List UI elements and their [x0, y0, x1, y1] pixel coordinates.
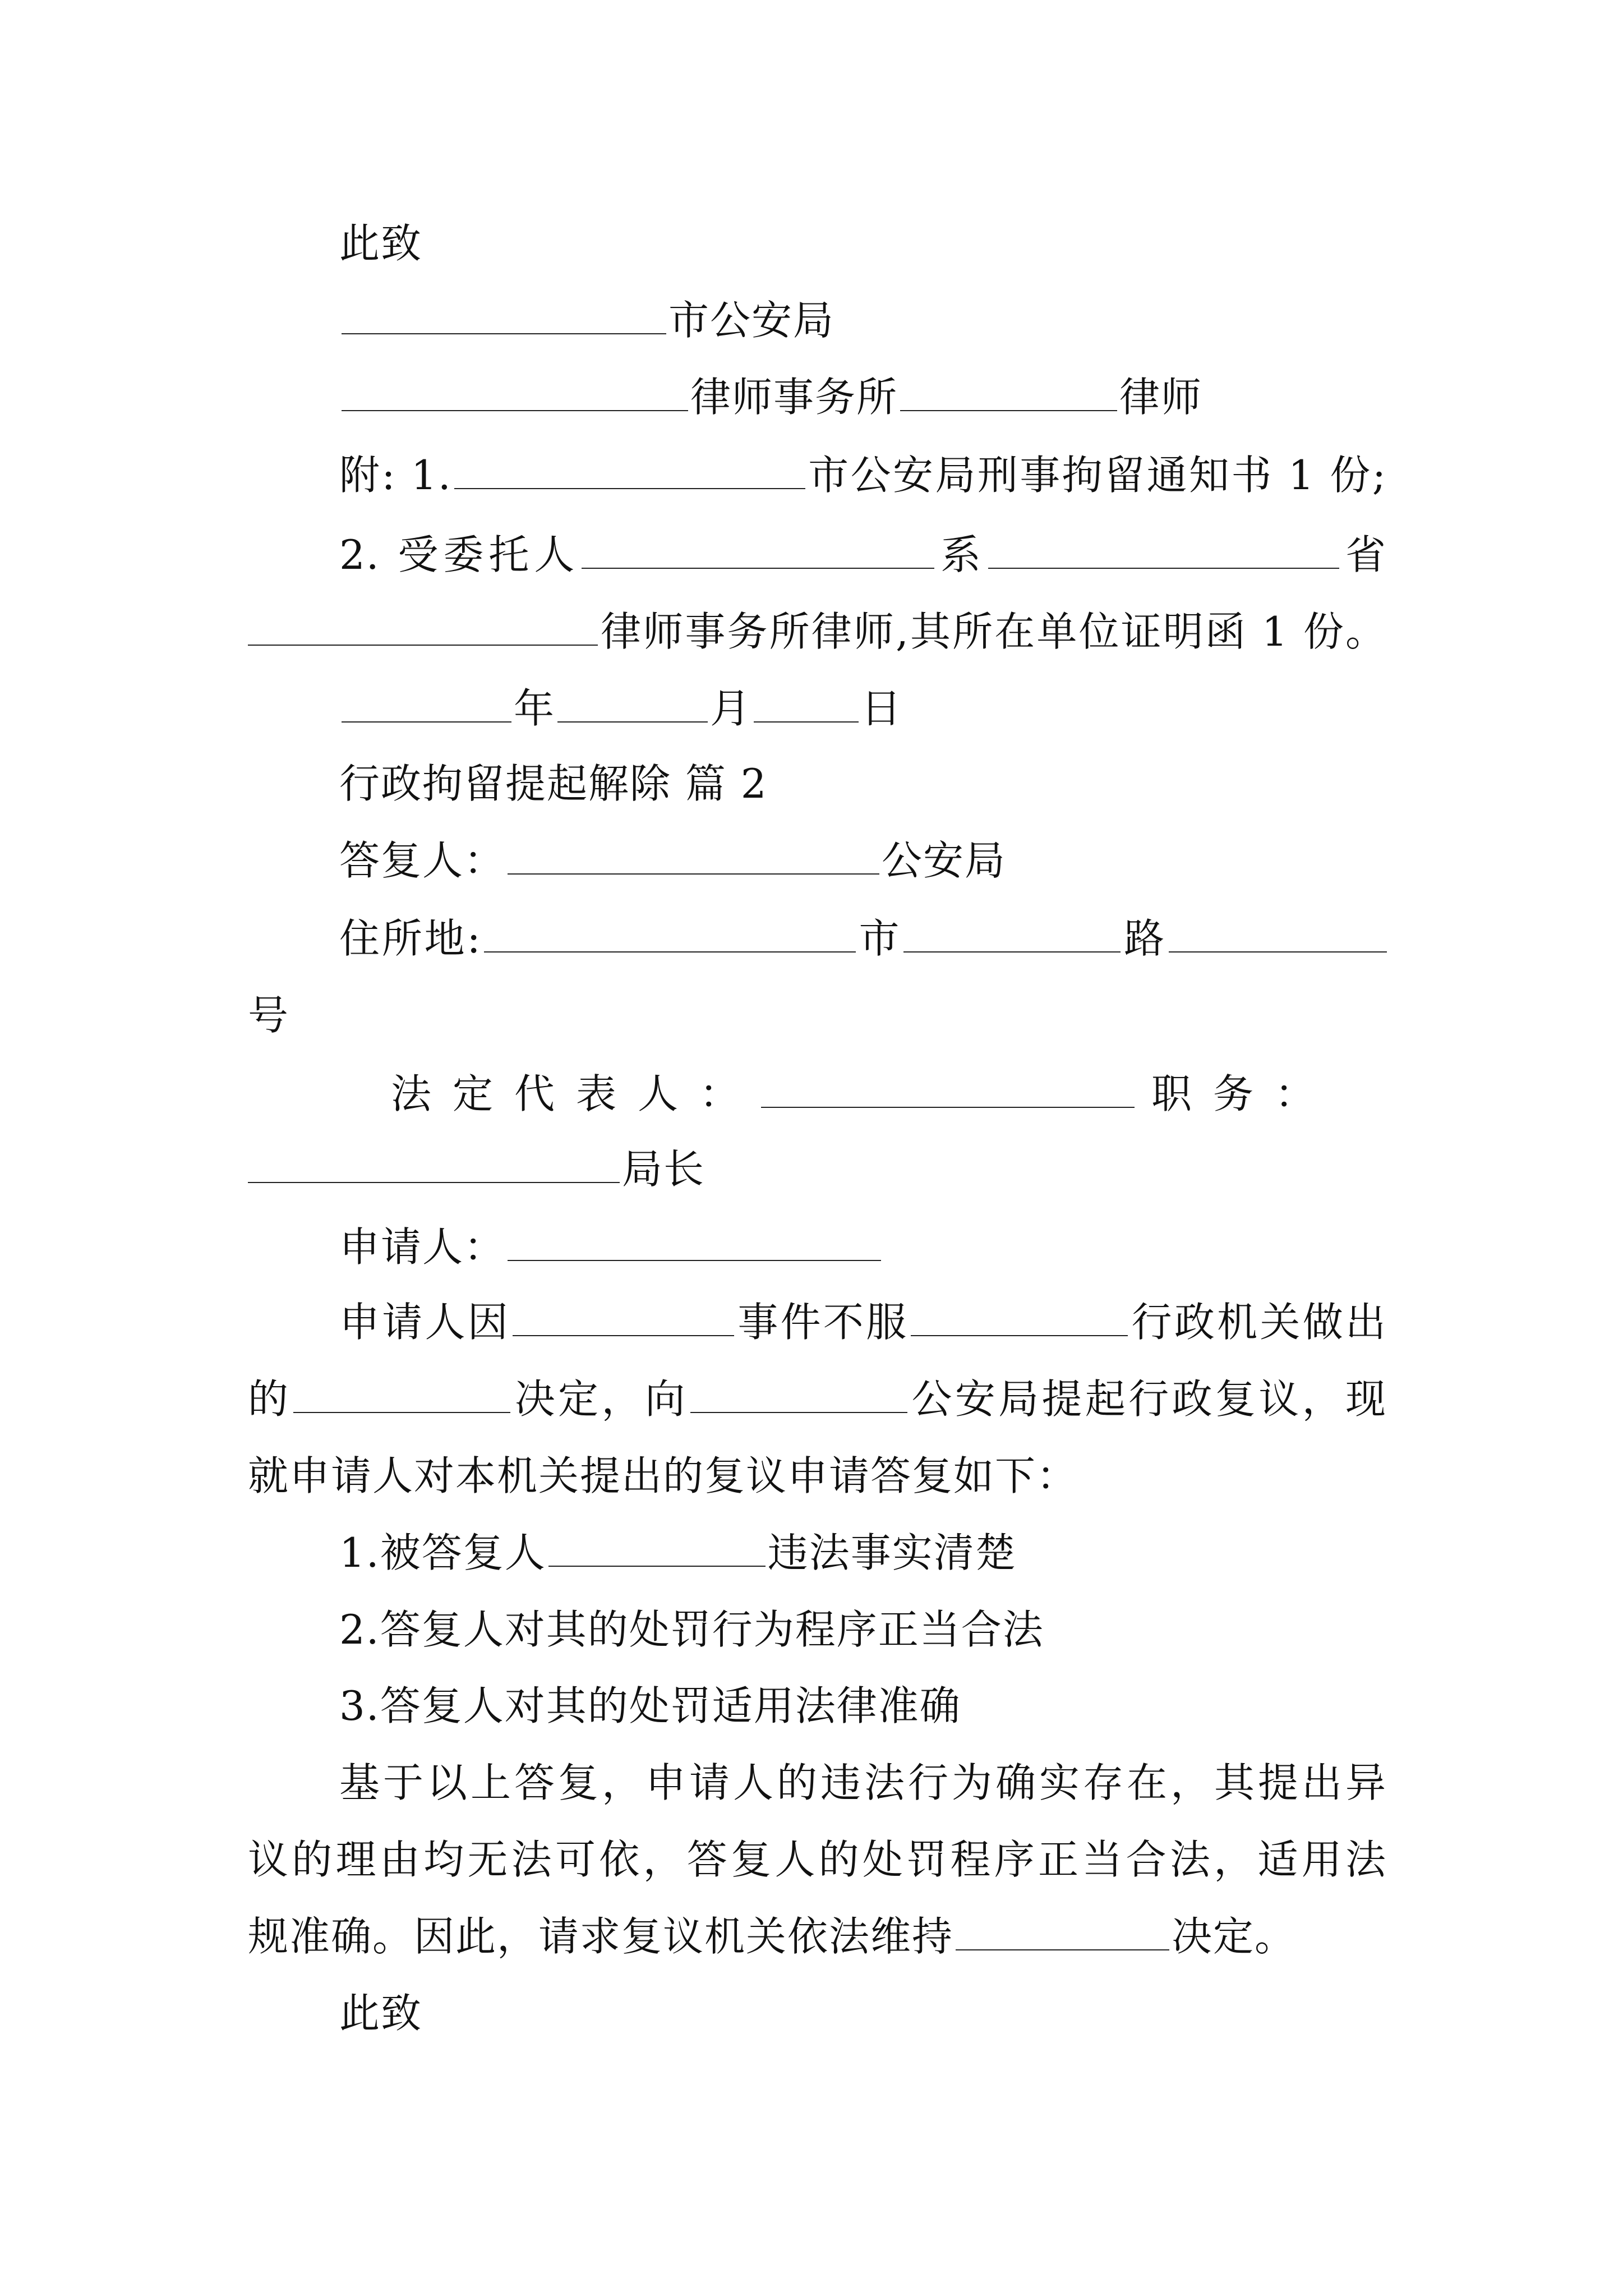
- text: 行政机关做出: [1130, 1299, 1387, 1346]
- blank-field: [1169, 947, 1387, 953]
- reply-item-3: [339, 1678, 961, 1734]
- text: 省: [1341, 531, 1387, 578]
- address-line-cont: [248, 987, 289, 1043]
- text: 违法事实清楚: [767, 1529, 1017, 1576]
- text: 法定代表人：: [391, 1070, 762, 1117]
- text: 行政拘留提起解除 篇 2: [339, 760, 768, 807]
- text: 答复人：: [339, 837, 506, 884]
- blank-field: [761, 1102, 1135, 1108]
- blank-field: [900, 406, 1117, 411]
- legal-rep-line: [391, 1066, 1387, 1122]
- date-line: [339, 680, 902, 737]
- text: 申请人因: [339, 1299, 511, 1346]
- attachment-1: [339, 447, 1387, 503]
- text: 公安局提起行政复议，现: [910, 1375, 1387, 1423]
- blank-field: [484, 947, 856, 953]
- text: 律师事务所: [690, 374, 898, 421]
- blank-field: [754, 717, 859, 723]
- blank-field: [548, 1561, 766, 1567]
- text: 职务：: [1151, 1070, 1337, 1117]
- reply-item-1: [339, 1525, 1017, 1581]
- blank-field: [582, 563, 934, 569]
- blank-field: [508, 1255, 881, 1261]
- text: 议的理由均无法可依，答复人的处罚程序正当合法，适用法: [248, 1836, 1387, 1883]
- conclusion-paragraph-cont: [248, 1832, 1387, 1888]
- blank-field: [248, 640, 598, 646]
- applicant-line: [339, 1219, 883, 1275]
- text: 申请人：: [339, 1223, 506, 1271]
- text: 公安局: [882, 837, 1007, 884]
- text: 事件不服: [736, 1299, 909, 1346]
- reply-item-2: [339, 1602, 1044, 1658]
- blank-field: [513, 1331, 734, 1336]
- text: 系: [937, 531, 986, 578]
- respondent-line: [339, 832, 1006, 889]
- text: 2. 受委托人: [339, 531, 580, 578]
- body-paragraph-1-end: [248, 1448, 1078, 1504]
- address-line: [339, 910, 1387, 967]
- text: 市: [857, 915, 902, 962]
- body-paragraph-1-cont: [248, 1371, 1387, 1427]
- text: 日: [861, 685, 903, 732]
- text: 的: [248, 1375, 292, 1423]
- blank-field: [342, 329, 666, 334]
- text: 局长: [622, 1145, 706, 1193]
- blank-field: [508, 869, 879, 875]
- text: 此致: [339, 220, 423, 267]
- blank-field: [557, 717, 708, 723]
- text: 市公安局刑事拘留通知书 1 份;: [807, 452, 1387, 499]
- blank-field: [988, 563, 1339, 569]
- closing-salutation: [339, 215, 422, 272]
- text: 规准确。因此，请求复议机关依法维持: [248, 1913, 954, 1960]
- text: 决定。: [1172, 1913, 1297, 1960]
- blank-field: [903, 947, 1121, 953]
- conclusion-paragraph-end: [248, 1908, 1296, 1964]
- text: 附: 1.: [339, 452, 452, 499]
- text: 号: [248, 992, 290, 1039]
- text: 律师事务所律师,其所在单位证明函 1 份。: [600, 608, 1387, 655]
- blank-field: [956, 1945, 1169, 1950]
- text: 市公安局: [668, 297, 835, 344]
- text: 基于以上答复，申请人的违法行为确实存在，其提出异: [339, 1759, 1387, 1806]
- body-paragraph-1: [339, 1294, 1387, 1350]
- text: 年: [514, 685, 556, 732]
- text: 决定，向: [513, 1375, 689, 1423]
- blank-field: [342, 406, 688, 411]
- section-heading: [339, 756, 768, 812]
- attachment-2-cont: [248, 604, 1387, 660]
- recipient-line: [339, 292, 834, 348]
- blank-field: [911, 1331, 1128, 1336]
- text: 路: [1123, 915, 1166, 962]
- blank-field: [293, 1407, 510, 1413]
- text: 1.被答复人: [339, 1529, 546, 1576]
- text: 律师: [1119, 374, 1203, 421]
- closing-salutation-2: [339, 1985, 422, 2041]
- text: 月: [710, 685, 752, 732]
- attachment-2: [339, 527, 1387, 583]
- text: 住所地:: [339, 915, 482, 962]
- text: 就申请人对本机关提出的复议申请答复如下：: [248, 1452, 1078, 1499]
- text: 3.答复人对其的处罚适用法律准确: [339, 1682, 961, 1729]
- text: 2.答复人对其的处罚行为程序正当合法: [339, 1606, 1044, 1653]
- blank-field: [342, 717, 511, 723]
- sender-line: [339, 369, 1202, 425]
- text: 此致: [339, 1990, 423, 2037]
- blank-field: [690, 1407, 907, 1413]
- legal-rep-cont: [248, 1141, 705, 1197]
- conclusion-paragraph: [339, 1755, 1387, 1811]
- blank-field: [248, 1177, 620, 1183]
- blank-field: [454, 484, 805, 489]
